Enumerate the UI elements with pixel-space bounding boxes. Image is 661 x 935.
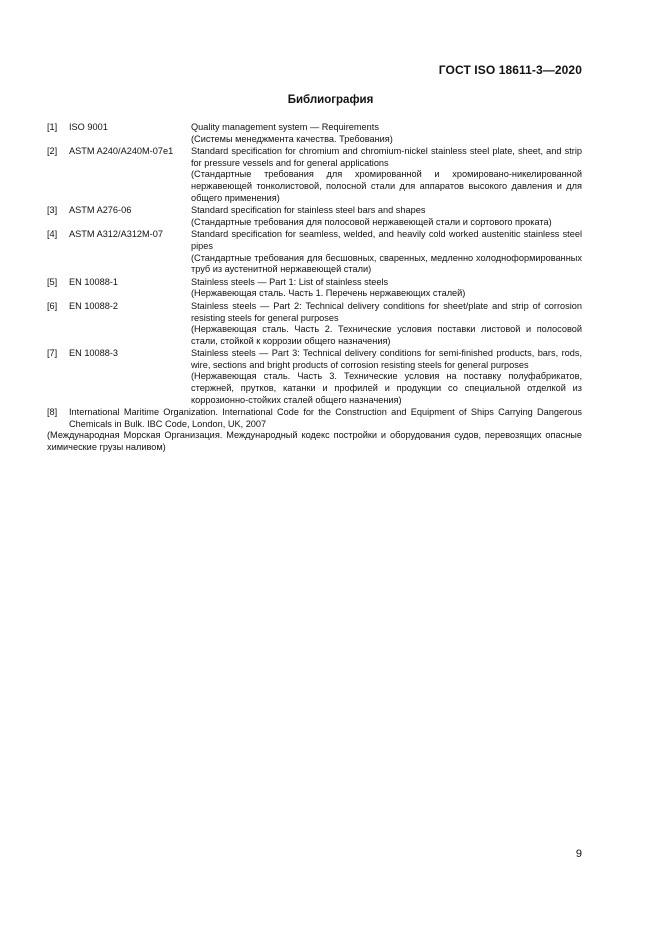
bibliography-entry xyxy=(47,407,582,453)
bibliography-entry xyxy=(47,205,582,228)
entry-code: EN 10088-1 xyxy=(69,276,119,287)
entry-number: [1] xyxy=(47,122,58,132)
entry-description xyxy=(191,348,582,406)
entry-description xyxy=(47,407,582,430)
entry-title-en: Stainless steels — Part 2: Technical delivery conditions for sheet/plate and strip of corrosion resisting steels for general purposes xyxy=(191,300,582,323)
bibliography-entry xyxy=(47,348,582,406)
entry-title-en: Standard specification for seamless, welded, and heavily cold worked austenitic stainless steel pipes xyxy=(191,229,582,251)
entry-number: [2] xyxy=(47,146,58,157)
entry-number: [8] xyxy=(47,407,58,418)
bibliography-entry xyxy=(47,146,582,204)
entry-title-ru: (Стандартные требования для полосовой нержавеющей стали и сортового проката) xyxy=(191,216,552,227)
document-header: ГОСТ ISO 18611-3—2020 xyxy=(438,63,582,77)
page-number: 9 xyxy=(575,848,582,860)
entry-description xyxy=(191,229,582,275)
entry-code: ISO 9001 xyxy=(69,122,108,132)
entry-number: [3] xyxy=(47,205,58,216)
entry-title-ru: (Нержавеющая сталь. Часть 3. Технические условия на поставку полуфабрикатов, стержней, прутков, катанки и профилей и продукции со специальной отделкой из коррозионно-стойких сталей общего назначения) xyxy=(191,371,582,405)
entry-title-ru: (Нержавеющая сталь. Часть 2. Технические условия поставки листовой и полосовой стали, стойкой к коррозии общего назначения) xyxy=(191,324,582,346)
entry-number: [7] xyxy=(47,348,58,359)
entry-code: ASTM A312/A312M-07 xyxy=(69,229,163,240)
entry-code: ASTM A276-06 xyxy=(69,205,132,216)
entry-title-ru: (Системы менеджмента качества. Требования) xyxy=(191,133,393,144)
bibliography-entry xyxy=(47,122,582,145)
entry-title-en: Standard specification for stainless steel bars and shapes xyxy=(191,205,426,216)
bibliography-list xyxy=(47,122,582,455)
entry-title-ru: (Международная Морская Организация. Международный кодекс постройки и оборудования судов, перевозящих опасные химические грузы наливом) xyxy=(47,430,582,453)
entry-description xyxy=(191,122,582,145)
entry-code: EN 10088-3 xyxy=(69,348,119,359)
entry-number: [4] xyxy=(47,229,58,240)
entry-title-en: Stainless steels — Part 3: Technical delivery conditions for semi-finished products, bars, rods, wire, sections and bright products of corrosion resisting steels for general purposes xyxy=(191,348,582,370)
bibliography-entry xyxy=(47,277,582,300)
entry-description xyxy=(191,301,582,347)
entry-description xyxy=(191,277,582,300)
entry-title-en: Quality management system — Requirements xyxy=(191,122,379,132)
entry-number: [6] xyxy=(47,300,58,311)
entry-title-ru: (Нержавеющая сталь. Часть 1. Перечень нержавеющих сталей) xyxy=(191,288,466,299)
entry-title-ru: (Стандартные требования для бесшовных, сваренных, медленно холодноформированных труб из аустенитной нержавеющей стали) xyxy=(191,252,582,275)
page-title: Библиография xyxy=(287,94,374,106)
bibliography-entry xyxy=(47,301,582,347)
entry-title-ru: (Стандартные требования для хромированной и хромировано-никелированной нержавеющей тонколистовой, полосной стали для аппаратов высокого давления и для общего применения) xyxy=(191,169,582,203)
entry-code: EN 10088-2 xyxy=(69,300,119,311)
entry-title-en: Stainless steels — Part 1: List of stainless steels xyxy=(191,276,389,287)
entry-description xyxy=(191,146,582,204)
entry-title-en: Standard specification for chromium and chromium-nickel stainless steel plate, sheet, and strip for pressure vessels and for general applications xyxy=(191,146,582,168)
entry-title-en: International Maritime Organization. International Code for the Construction and Equipment of Ships Carrying Dangerous Chemicals in Bulk. IBC Code, London, UK, 2007 xyxy=(69,407,582,429)
entry-number: [5] xyxy=(47,276,58,287)
bibliography-entry xyxy=(47,229,582,275)
entry-code: ASTM A240/A240M-07e1 xyxy=(69,146,174,157)
entry-description xyxy=(191,205,582,228)
